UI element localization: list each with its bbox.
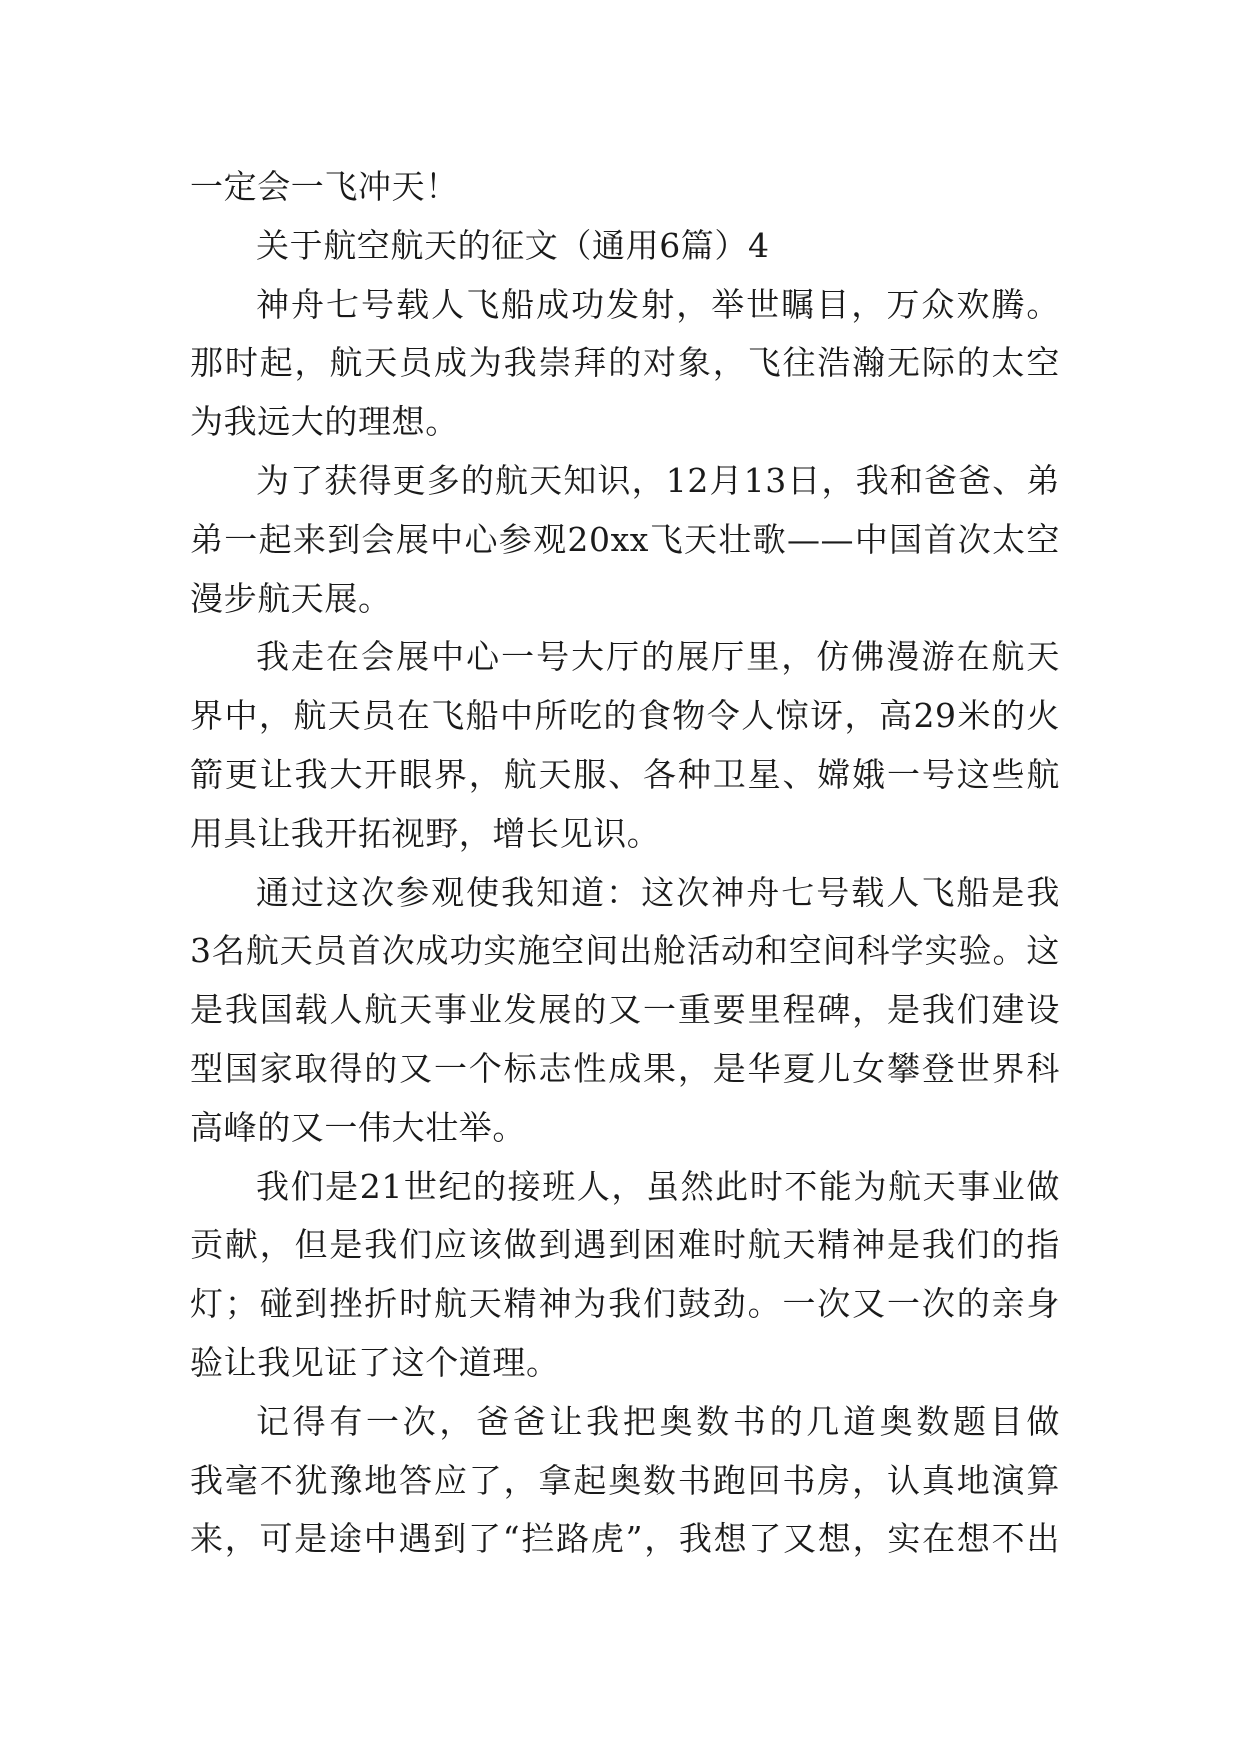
text-line: 记得有一次，爸爸让我把奥数书的几道奥数题目做 <box>256 1401 1060 1441</box>
text-line: 3名航天员首次成功实施空间出舱活动和空间科学实验。这 <box>190 931 1060 971</box>
text-line: 为了获得更多的航天知识，12月13日，我和爸爸、弟 <box>256 460 1060 500</box>
text-line: 界中，航天员在飞船中所吃的食物令人惊讶，高29米的火 <box>190 696 1060 736</box>
section-title: 关于航空航天的征文（通用6篇）4 <box>256 225 770 265</box>
text-line: 灯；碰到挫折时航天精神为我们鼓劲。一次又一次的亲身 <box>190 1284 1060 1324</box>
text-line: 箭更让我大开眼界，航天服、各种卫星、嫦娥一号这些航 <box>190 754 1060 794</box>
text-line: 为我远大的理想。 <box>190 402 459 442</box>
text-line: 用具让我开拓视野，增长见识。 <box>190 813 661 853</box>
text-line: 我走在会展中心一号大厅的展厅里，仿佛漫游在航天 <box>256 637 1060 677</box>
text-line: 神舟七号载人飞船成功发射，举世瞩目，万众欢腾。 <box>256 284 1060 324</box>
text-line: 弟一起来到会展中心参观20xx飞天壮歌——中国首次太空 <box>190 519 1060 559</box>
text-line: 我毫不犹豫地答应了，拿起奥数书跑回书房，认真地演算 <box>190 1460 1060 1500</box>
text-line: 一定会一飞冲天！ <box>190 167 459 206</box>
text-line: 漫步航天展。 <box>190 578 392 618</box>
text-line: 我们是21世纪的接班人，虽然此时不能为航天事业做 <box>256 1166 1060 1206</box>
text-line: 验让我见证了这个道理。 <box>190 1342 560 1382</box>
text-line: 那时起，航天员成为我崇拜的对象，飞往浩瀚无际的太空 <box>190 343 1060 383</box>
text-line: 贡献，但是我们应该做到遇到困难时航天精神是我们的指 <box>190 1225 1060 1265</box>
text-line: 通过这次参观使我知道：这次神舟七号载人飞船是我 <box>256 872 1060 912</box>
text-line: 是我国载人航天事业发展的又一重要里程碑，是我们建设 <box>190 990 1060 1030</box>
text-line: 来，可是途中遇到了“拦路虎”，我想了又想，实在想不出 <box>190 1519 1060 1559</box>
text-line: 型国家取得的又一个标志性成果，是华夏儿女攀登世界科 <box>190 1048 1060 1088</box>
text-line: 高峰的又一伟大壮举。 <box>190 1107 526 1147</box>
document-page <box>190 158 1060 1569</box>
